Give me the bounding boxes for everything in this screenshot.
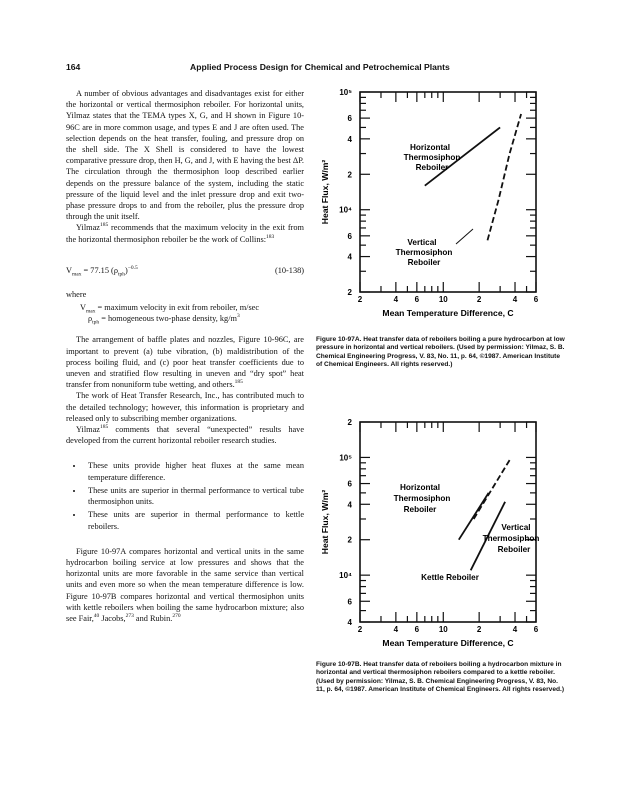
running-title: Applied Process Design for Chemical and Petrochemical Plants: [190, 62, 450, 72]
chart-annotation: Thermosiphon: [393, 494, 451, 503]
where-label: where: [66, 289, 87, 299]
paragraph: The work of Heat Transfer Research, Inc., has contributed much to the detailed technology; however, this information is proprietary and released only to subscribing member organizations.: [66, 391, 304, 423]
chart-annotation: Thermosiphon: [403, 153, 461, 162]
y-axis-label: Heat Flux, W/m²: [320, 489, 330, 555]
equation-10-138: $V_{max} = 77.15$ $(\rho_{tph})^{-0.5}$ (10-138): [66, 265, 304, 278]
plot-frame: [360, 92, 536, 292]
chart-annotation: Vertical: [501, 523, 531, 532]
paragraph: Yilmaz$^{185}$ recommends that the maximum velocity in the exit from the horizontal thermosiphon reboiler be the work of Collins:$^{183}$: [66, 222, 304, 244]
chart-annotation: Vertical: [407, 238, 437, 247]
bullet-list: [66, 460, 304, 531]
x-tick-label: 6: [414, 625, 420, 634]
chart-annotation: Horizontal: [399, 483, 441, 492]
x-tick-label: 4: [393, 295, 399, 304]
x-tick-label: 2: [357, 295, 363, 304]
chart-annotation: Thermosiphon: [482, 534, 540, 543]
y-tick-label: 2: [347, 170, 352, 180]
figure-caption-a: Figure 10-97A. Heat transfer data of reboilers boiling a pure hydrocarbon at low pressure in horizontal and vertical reboilers. (Used by permission: Yilmaz, S. B. Chemical Engineering Progress, V. 83, No. 11, p. 64, ©1987. American Institute of Chemical Engineers. All rights reserved.): [316, 336, 565, 369]
chart-annotation: Reboiler: [407, 258, 441, 267]
paragraph: Figure 10-97A compares horizontal and vertical units in the same hydrocarbon boiling service at low pressures and shows that the horizontal units are more favorable in the same service than vertical units and even more so when the mean temperature difference is low. Figure 10-97B compares horizontal and vertical thermosiphon units with kettle reboilers when boiling the same hydrocarbon mixture; also see Fair,$^{40}$ Jacobs,$^{273}$ and Rubin.$^{270}$: [66, 546, 304, 623]
chart-annotation: Horizontal: [409, 143, 451, 152]
paragraph: The arrangement of baffle plates and nozzles, Figure 10-96C, are important to prevent (a) tube vibration, (b) maldistribution of the process boiling fluid, and (c) poor heat transfer coefficients due to uneven and stratified flow resulting in uneven and “dry spot” heat transfer from nonuniform tube wetting, and others.$^{185}$: [66, 335, 304, 390]
x-tick-label: 10: [438, 295, 448, 304]
equation-number: (10-138): [274, 265, 304, 275]
x-tick-label: 6: [414, 295, 420, 304]
y-tick-label: 6: [347, 597, 352, 607]
x-axis-label: Mean Temperature Difference, C: [382, 308, 514, 318]
y-tick-label: 4: [347, 500, 352, 510]
chart-annotation: Thermosiphon: [395, 248, 453, 257]
body-text-column: [66, 88, 304, 624]
y-tick-label: 10⁴: [339, 571, 352, 581]
y-tick-label: 4: [347, 618, 352, 627]
page-number: 164: [66, 62, 81, 72]
figure-10-97a-chart: [300, 84, 570, 330]
x-tick-label: 2: [476, 625, 482, 634]
y-tick-label: 4: [347, 252, 352, 262]
paragraph: Yilmaz$^{185}$ comments that several “unexpected” results have developed from the current horizontal reboiler research studies.: [66, 424, 304, 446]
y-tick-label: 2: [347, 288, 352, 297]
bullet-item: • These units provide higher heat fluxes at the same mean temperature difference.: [84, 460, 304, 482]
x-tick-label: 4: [512, 295, 518, 304]
x-tick-label: 10: [438, 625, 448, 634]
y-tick-label: 4: [347, 134, 352, 144]
x-tick-label: 6: [533, 625, 539, 634]
chart-annotation: Reboiler: [403, 505, 437, 514]
bullet-item: • These units are superior in thermal performance to kettle reboilers.: [84, 509, 304, 531]
x-tick-label: 4: [512, 625, 518, 634]
variable-definitions: $V_{max}$ = maximum velocity in exit from reboiler, m/sec $\rho_{tph}$ = homogeneous two-phase density, $kg/m^3$: [80, 303, 260, 326]
y-tick-label: 6: [347, 114, 352, 124]
figure-10-97b-chart: [300, 410, 570, 656]
x-tick-label: 6: [533, 295, 539, 304]
y-tick-label: 10⁵: [339, 88, 352, 97]
plot-frame: [360, 422, 536, 622]
figure-caption-b: Figure 10-97B. Heat transfer data of reboilers boiling a hydrocarbon mixture in horizontal and vertical thermosiphon reboilers compared to a kettle reboiler. (Used by permission: Yilmaz, S. B. Chemical Engineering Progress, V. 83, No. 11, p. 64, ©1987. American Institute of Chemical Engineers. All rights reserved.): [316, 661, 565, 694]
y-tick-label: 6: [347, 479, 352, 489]
bullet-item: • These units are superior in thermal performance to vertical tube thermosiphon units.: [84, 485, 304, 507]
chart-annotation: Reboiler: [497, 545, 531, 554]
chart-annotation: Reboiler: [415, 163, 449, 172]
x-tick-label: 4: [393, 625, 399, 634]
x-tick-label: 2: [357, 625, 363, 634]
x-axis-label: Mean Temperature Difference, C: [382, 638, 514, 648]
y-tick-label: 2: [347, 535, 352, 545]
series-line: [474, 460, 510, 519]
y-tick-label: 10⁴: [339, 205, 352, 215]
paragraph: A number of obvious advantages and disadvantages exist for either the horizontal or vertical thermosiphon reboiler. For horizontal units, Yilmaz states that the TEMA types X, G, and H shown in Figure 10-96C are in more common usage, and types E and J are often used. The selection depends on the heat transfer, fouling, and pressure drop on the shell side. The X Shell is considered to have the lowest comparative pressure drop, then H, G, and J, with E having the best ΔP. The circulation through the thermosiphon loop described earlier depends on the pressure balance of the system, including the static pressure of the liquid level and the inlet pressure drop and exit two-phase pressure drops to and from the reboiler, plus the pressure drop through the unit itself.: [66, 89, 304, 222]
y-tick-label: 2: [347, 418, 352, 427]
y-axis-label: Heat Flux, W/m²: [320, 159, 330, 225]
annotation-arrow: [456, 229, 473, 244]
series-line: [459, 493, 489, 540]
x-tick-label: 2: [476, 295, 482, 304]
y-tick-label: 10⁵: [339, 453, 352, 463]
y-tick-label: 6: [347, 231, 352, 241]
chart-annotation: Kettle Reboiler: [421, 573, 479, 582]
